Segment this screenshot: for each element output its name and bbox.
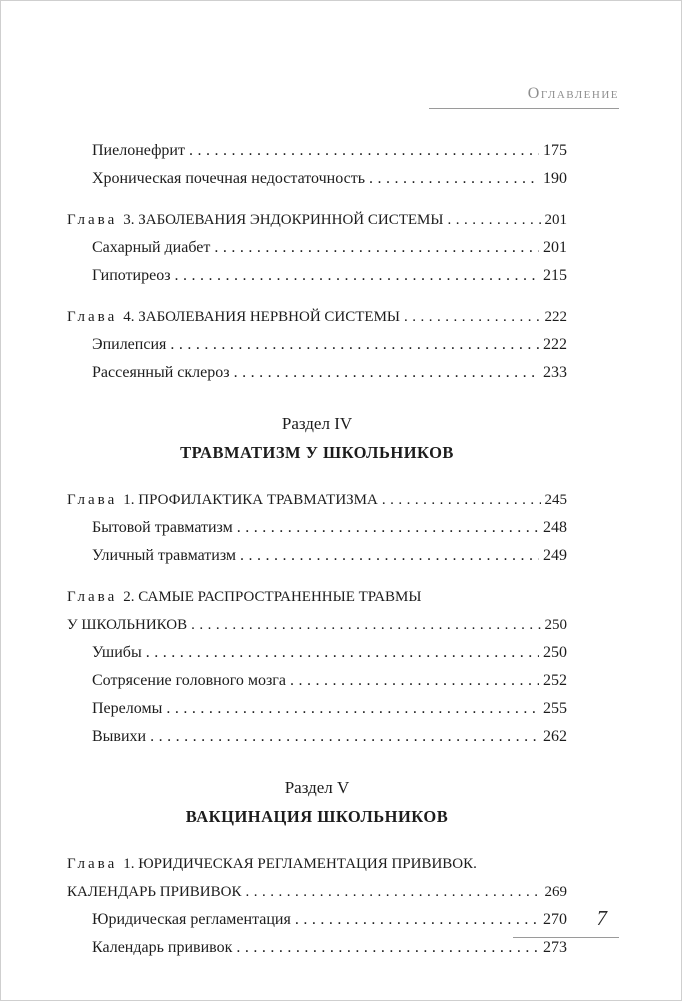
toc-entry-page: 270 — [543, 911, 567, 928]
footer-page-number: 7 — [596, 906, 607, 930]
toc-entry-page: 175 — [543, 142, 567, 159]
toc-entry-title: Ушибы — [92, 644, 142, 661]
toc-entry — [67, 206, 567, 234]
toc-entry — [67, 303, 567, 331]
dot-leader — [210, 234, 539, 262]
toc-entry-title: 2. САМЫЕ РАСПРОСТРАНЕННЫЕ ТРАВМЫ — [123, 589, 422, 605]
chapter-prefix: Глава — [67, 856, 118, 872]
toc-entry — [67, 934, 567, 962]
dot-leader — [187, 611, 540, 639]
toc-entry — [67, 850, 567, 906]
dot-leader — [378, 486, 541, 514]
toc-section-heading — [67, 778, 567, 827]
toc-entry-title: 4. ЗАБОЛЕВАНИЯ НЕРВНОЙ СИСТЕМЫ — [123, 309, 401, 325]
toc-entry-line1 — [67, 850, 567, 878]
toc-entry — [67, 165, 567, 193]
toc-entry — [67, 542, 567, 570]
toc-entry-title: Сотрясение головного мозга — [92, 672, 286, 689]
toc-entry-title: 1. ПРОФИЛАКТИКА ТРАВМАТИЗМА — [123, 492, 378, 508]
toc-entry-title: Хроническая почечная недостаточность — [92, 170, 366, 187]
chapter-prefix: Глава — [67, 309, 118, 325]
toc-entry-line2 — [67, 611, 567, 639]
toc-entry-page: 250 — [543, 644, 567, 661]
dot-leader — [171, 262, 539, 290]
toc-entry-page: 215 — [543, 267, 567, 284]
toc-entry — [67, 234, 567, 262]
table-of-contents — [67, 137, 567, 962]
toc-entry-title: 1. ЮРИДИЧЕСКАЯ РЕГЛАМЕНТАЦИЯ ПРИВИВОК. — [123, 856, 477, 872]
toc-entry-page: 262 — [543, 728, 567, 745]
dot-leader — [241, 878, 540, 906]
section-title: ВАКЦИНАЦИЯ ШКОЛЬНИКОВ — [185, 807, 449, 826]
toc-entry-page: 250 — [544, 617, 567, 633]
toc-entry — [67, 262, 567, 290]
toc-entry-title: Бытовой травматизм — [92, 519, 233, 536]
toc-entry-title: Гипотиреоз — [92, 267, 171, 284]
dot-leader — [236, 542, 539, 570]
page-footer — [513, 906, 619, 938]
toc-entry — [67, 667, 567, 695]
dot-leader — [233, 514, 539, 542]
toc-entry-page: 273 — [543, 939, 567, 956]
dot-leader — [286, 667, 539, 695]
toc-entry — [67, 695, 567, 723]
toc-entry-title: Переломы — [92, 700, 163, 717]
toc-entry-page: 249 — [543, 547, 567, 564]
toc-entry-title: Пиелонефрит — [92, 142, 185, 159]
toc-entry — [67, 906, 567, 934]
toc-entry — [67, 639, 567, 667]
dot-leader — [142, 639, 539, 667]
toc-entry-page: 245 — [544, 492, 567, 508]
dot-leader — [166, 331, 539, 359]
dot-leader — [400, 303, 540, 331]
toc-entry — [67, 331, 567, 359]
toc-entry-page: 222 — [543, 336, 567, 353]
running-head — [429, 85, 619, 109]
toc-entry-page: 233 — [543, 364, 567, 381]
dot-leader — [230, 359, 539, 387]
toc-entry-page: 255 — [543, 700, 567, 717]
toc-entry — [67, 583, 567, 639]
toc-entry-title: Уличный травматизм — [92, 547, 237, 564]
toc-entry-page: 201 — [543, 239, 567, 256]
chapter-prefix: Глава — [67, 589, 118, 605]
toc-entry — [67, 723, 567, 751]
chapter-prefix: Глава — [67, 492, 118, 508]
dot-leader — [443, 206, 540, 234]
toc-entry-title: 3. ЗАБОЛЕВАНИЯ ЭНДОКРИННОЙ СИСТЕМЫ — [123, 212, 444, 228]
toc-entry-page: 201 — [544, 212, 567, 228]
dot-leader — [162, 695, 539, 723]
toc-entry-title: У ШКОЛЬНИКОВ — [67, 617, 188, 633]
toc-entry-title: Юридическая регламентация — [92, 911, 291, 928]
toc-entry-title: Вывихи — [92, 728, 147, 745]
toc-entry-line1 — [67, 583, 567, 611]
toc-entry-title: Сахарный диабет — [92, 239, 211, 256]
page-header-label: Оглавление — [527, 85, 619, 102]
section-title: ТРАВМАТИЗМ У ШКОЛЬНИКОВ — [180, 443, 454, 462]
toc-entry — [67, 137, 567, 165]
toc-entry — [67, 359, 567, 387]
toc-entry-title: Календарь прививок — [92, 939, 233, 956]
dot-leader — [365, 165, 539, 193]
toc-entry-title: Эпилепсия — [92, 336, 167, 353]
toc-entry — [67, 486, 567, 514]
toc-entry-page: 269 — [544, 884, 567, 900]
footer-rule — [513, 937, 619, 938]
toc-entry-page: 248 — [543, 519, 567, 536]
toc-section-heading — [67, 414, 567, 463]
toc-entry-title: Рассеянный склероз — [92, 364, 230, 381]
toc-entry-page: 222 — [544, 309, 567, 325]
dot-leader — [232, 934, 539, 962]
toc-entry-line2 — [67, 878, 567, 906]
toc-entry-page: 190 — [543, 170, 567, 187]
toc-entry-page: 252 — [543, 672, 567, 689]
dot-leader — [185, 137, 539, 165]
dot-leader — [146, 723, 539, 751]
chapter-prefix: Глава — [67, 212, 118, 228]
header-rule — [429, 108, 619, 109]
section-label: Раздел V — [284, 778, 350, 797]
toc-entry-title: КАЛЕНДАРЬ ПРИВИВОК — [67, 884, 242, 900]
section-label: Раздел IV — [281, 414, 353, 433]
dot-leader — [291, 906, 539, 934]
toc-entry — [67, 514, 567, 542]
